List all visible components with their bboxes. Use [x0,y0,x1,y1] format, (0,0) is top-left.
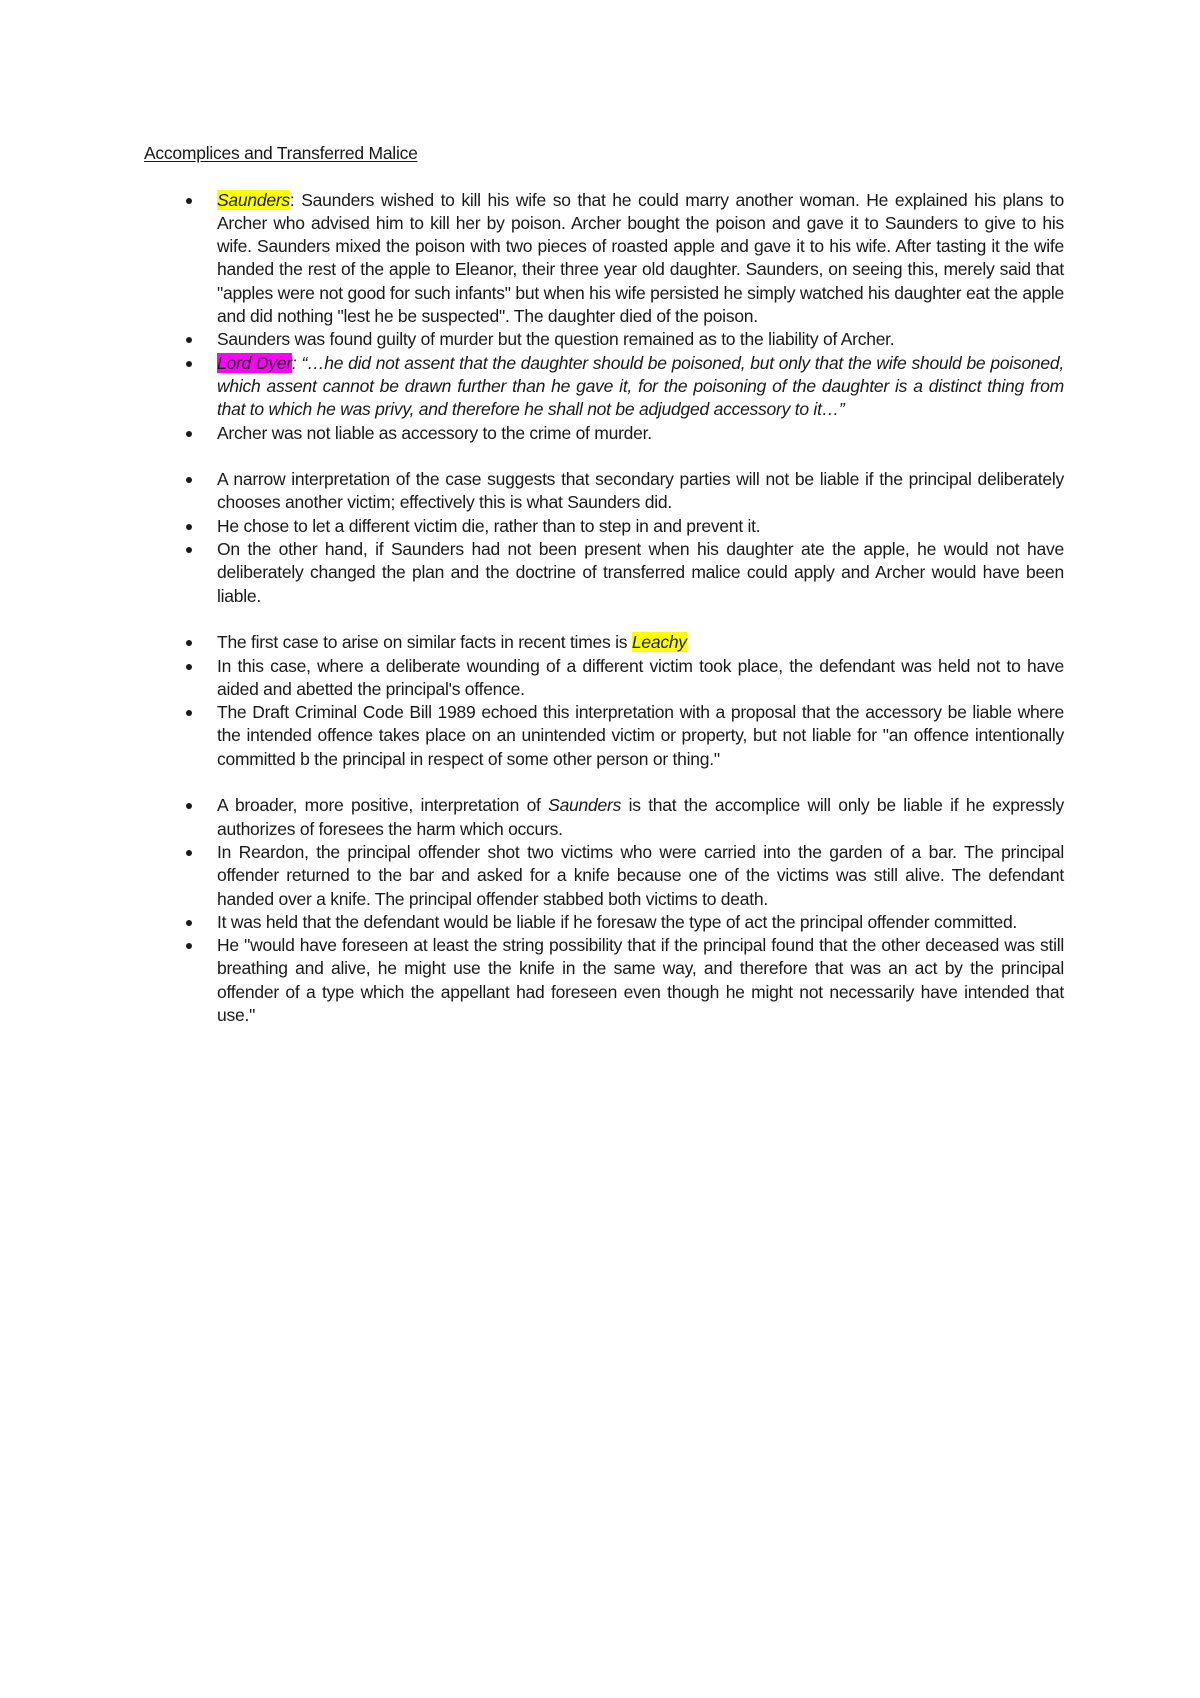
bullet-list-saunders-case [144,189,1064,445]
list-item [144,352,1064,422]
bullet-list-narrow-interpretation [144,468,1064,608]
list-item-text: The first case to arise on similar facts in recent times is [217,632,632,653]
list-item-text: In this case, where a deliberate wounding of a different victim took place, the defendant was held not to have aided and abetted the principal's offence. [217,655,1064,699]
case-name-italic: Saunders [548,795,622,816]
list-item [144,655,1064,702]
list-item-text: It was held that the defendant would be liable if he foresaw the type of act the principal offender committed. [217,911,1018,932]
list-item-text: He chose to let a different victim die, rather than to step in and prevent it. [217,515,761,536]
case-name-highlight: Leachy [631,632,687,653]
list-item [144,934,1064,1027]
list-item [144,631,1064,654]
list-item [144,538,1064,608]
quote-text: : “…he did not assent that the daughter should be poisoned, but only that the wife should be poisoned, which assent cannot be drawn further than he gave it, for the poisoning of the daughter is a distinct thing from that to which he was privy, and therefore he shall not be adjudged accessory to it…” [217,352,1064,420]
list-item [144,189,1064,329]
list-item [144,422,1064,445]
list-item-text: A narrow interpretation of the case suggests that secondary parties will not be liable if the principal deliberately chooses another victim; effectively this is what Saunders did. [217,469,1064,513]
list-item [144,468,1064,515]
list-item [144,911,1064,934]
list-item [144,701,1064,771]
list-item-text: Archer was not liable as accessory to the crime of murder. [217,422,652,443]
bullet-list-broader-interpretation [144,794,1064,1027]
list-item-text: is that the accomplice will only be liable if he expressly authorizes of foresees the harm which occurs. [217,795,1064,839]
list-item-text: Saunders was found guilty of murder but the question remained as to the liability of Archer. [217,329,895,350]
list-item-text: A broader, more positive, interpretation of [217,795,549,816]
list-item [144,328,1064,351]
list-item [144,841,1064,911]
list-item [144,794,1064,841]
judge-name-highlight: Lord Dyer [217,352,292,373]
list-item-text: On the other hand, if Saunders had not been present when his daughter ate the apple, he would not have deliberately changed the plan and the doctrine of transferred malice could apply and Archer would have been liable. [217,539,1064,606]
list-item-text: The Draft Criminal Code Bill 1989 echoed this interpretation with a proposal that the accessory be liable where the intended offence takes place on an unintended victim or property, but not liable for "an offence intentionally committed b the principal in respect of some other person or thing." [217,702,1064,769]
list-item [144,515,1064,538]
list-item-text: : Saunders wished to kill his wife so that he could marry another woman. He explained his plans to Archer who advised him to kill her by poison. Archer bought the poison and gave it to Saunders to give to his wife. Saunders mixed the poison with two pieces of roasted apple and gave it to his wife. After tasting it the wife handed the rest of the apple to Eleanor, their three year old daughter. Saunders, on seeing this, merely said that "apples were not good for such infants" but when his wife persisted he simply watched his daughter eat the apple and did nothing "lest he be suspected". The daughter died of the poison. [217,189,1064,327]
document-body [144,142,1064,1027]
list-item-text: He "would have foreseen at least the string possibility that if the principal found that the other deceased was still breathing and alive, he might use the knife in the same way, and therefore that was an act by the principal offender of a type which the appellant had foreseen even though he might not necessarily have intended that use." [217,935,1064,1025]
list-item-text: In Reardon, the principal offender shot two victims who were carried into the garden of a bar. The principal offender returned to the bar and asked for a knife because one of the victims was still alive. The defendant handed over a knife. The principal offender stabbed both victims to death. [217,841,1064,909]
bullet-list-leachy [144,631,1064,771]
case-name-highlight: Saunders [217,189,290,210]
page-title: Accomplices and Transferred Malice [144,143,418,163]
